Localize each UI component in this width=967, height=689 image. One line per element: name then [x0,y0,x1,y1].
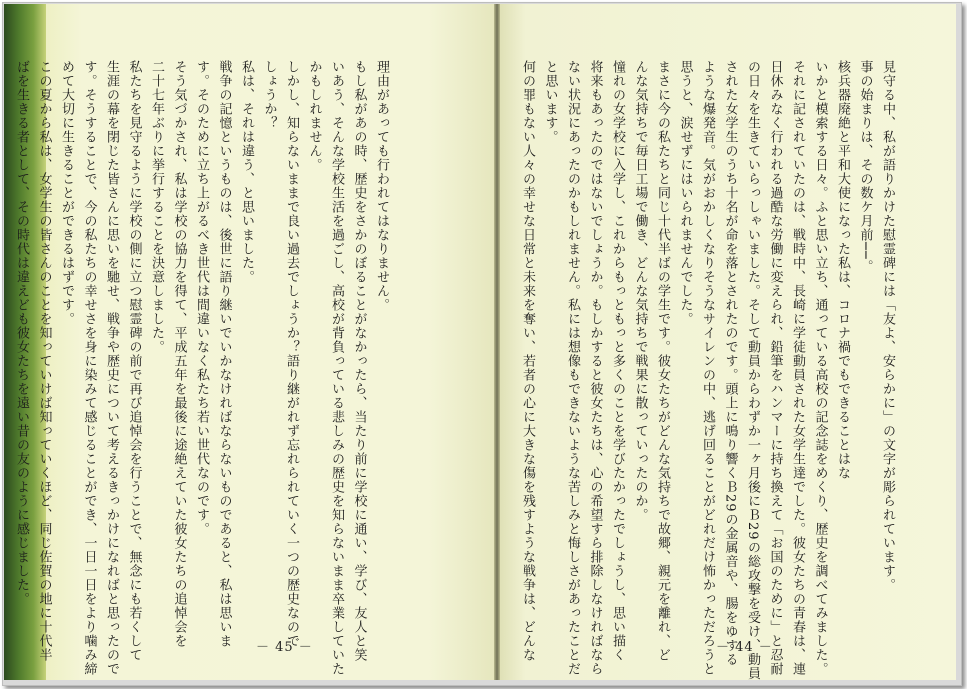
text-column: しかし、知らないままで良い過去でしょうか？語り継がれず忘れられていく一つの歴史なので [284,60,299,648]
text-column: 戦争の記憶というものは、後世に語り継いでいかなければならないものであると、私は思いま [216,60,232,648]
text-column: いあう、そんな学校生活を過ごし、高校が背負っている悲しみの歴史を知らないまま卒業していた [329,60,344,676]
text-column: まさに今の私たちと同じ十代半ばの学生です。彼女たちがどんな気持ちで故郷、親元を離れ、ど [655,60,670,662]
text-column: かもしれません。 [306,60,322,172]
text-column: す。そのために立ち上がるべき世代は間違いなく私たち若い世代なのです。 [194,60,209,536]
text-column: この夏から私は、女学生の皆さんのことを知っていけば知っていくほど、同じ佐賀の地に十代半 [36,60,52,662]
text-column: そう気づかされ、私は学校の協力を得て、平成五年を最後に途絶えていた彼女たちの追悼会を [171,60,187,648]
text-column: めて大切に生きることができるはずです。 [59,60,74,326]
text-column: 生涯の幕を閉じた皆さんに思いを馳せ、戦争や歴史について考えるきっかけになればと思ったので [104,60,119,676]
page-number: － 45 － [256,640,313,655]
text-column: 日休みなく行われる過酷な労働に変えられ、鉛筆をハンマーに持ち換えて「お国のために」と忍耐 [767,60,783,676]
text-column: す。そうすることで、今の私たちの幸せさを身に染みて感じることができ、一日一日をより噛み締 [81,60,97,676]
text-column: と思います。 [542,60,558,144]
text-column: 核兵器廃絶と平和大使になった私は、コロナ禍でもできることはな [835,60,850,480]
text-column: ない状況にあったのかもしれません。私には想像もできないような苦しみと悔しさがあったことだ [565,60,580,676]
text-column: んな気持ちで毎日工場で働き、どんな気持ちで戦果に散っていったのか。 [632,60,648,522]
text-column: された女学生のうち十名が命を落とされたのです。頭上に鳴り響くＢ29の金属音や、腸をゆする [722,60,738,667]
text-column: 事の始まりは、その数ケ月前──。 [857,60,873,274]
text-column: ような爆発音。気がおかしくなりそうなサイレンの中、逃げ回ることがどれだけ怖かっただろうと [700,60,715,676]
page-number: － 44 － [716,640,773,655]
text-column: 二十七年ぶりに挙行することを決意しました。 [149,60,164,354]
text-column: 見守る中、私が語りかけた慰霊碑には「友よ、安らかに」の文字が彫られています。 [880,60,895,592]
text-column: 何の罪もない人々の幸せな日常と未来を奪い、若者の心に大きな傷を残すような戦争は、どんな [520,60,535,662]
text-column: しょうか？ [261,60,277,130]
book-gutter [494,4,500,680]
text-column: 思うと、涙せずにはいられませんでした。 [677,60,693,326]
text-column: の日々を生きていらっしゃいました。そして動員からわずか一ヶ月後にＢ29の総攻撃を受け、動員 [745,60,760,681]
text-column: いかと模索する日々。ふと思い立ち、通っている高校の記念誌をめくり、歴史を調べてみました。 [812,60,828,676]
text-column: それに記されていたのは、戦時中、長崎に学徒動員された女学生達でした。彼女たちの青春は、連 [790,60,805,676]
text-column: ばを生きる者として、その時代は違えども彼女たちを遠い昔の友のように感じました。 [14,60,29,606]
text-column: もし私があの時、歴史をさかのぼることがなかったら、当たり前に学校に通い、学び、友人と笑 [351,60,367,662]
text-column: 私は、それは違う、と思いました。 [239,60,254,284]
text-column: 将来もあったのではないでしょうか。もしかすると彼女たちは、心の希望すら排除しなければなら [587,60,603,676]
text-column: 憧れの女学校に入学し、これからもっともっと多くのことを学びたかったでしょうし、思い描く [610,60,625,662]
text-column: 私たちを見守るように学校の側に立つ慰霊碑の前で再び追悼会を行うことで、無念にも若くして [126,60,142,662]
text-column: 理由があっても行われてはなりません。 [374,60,389,312]
